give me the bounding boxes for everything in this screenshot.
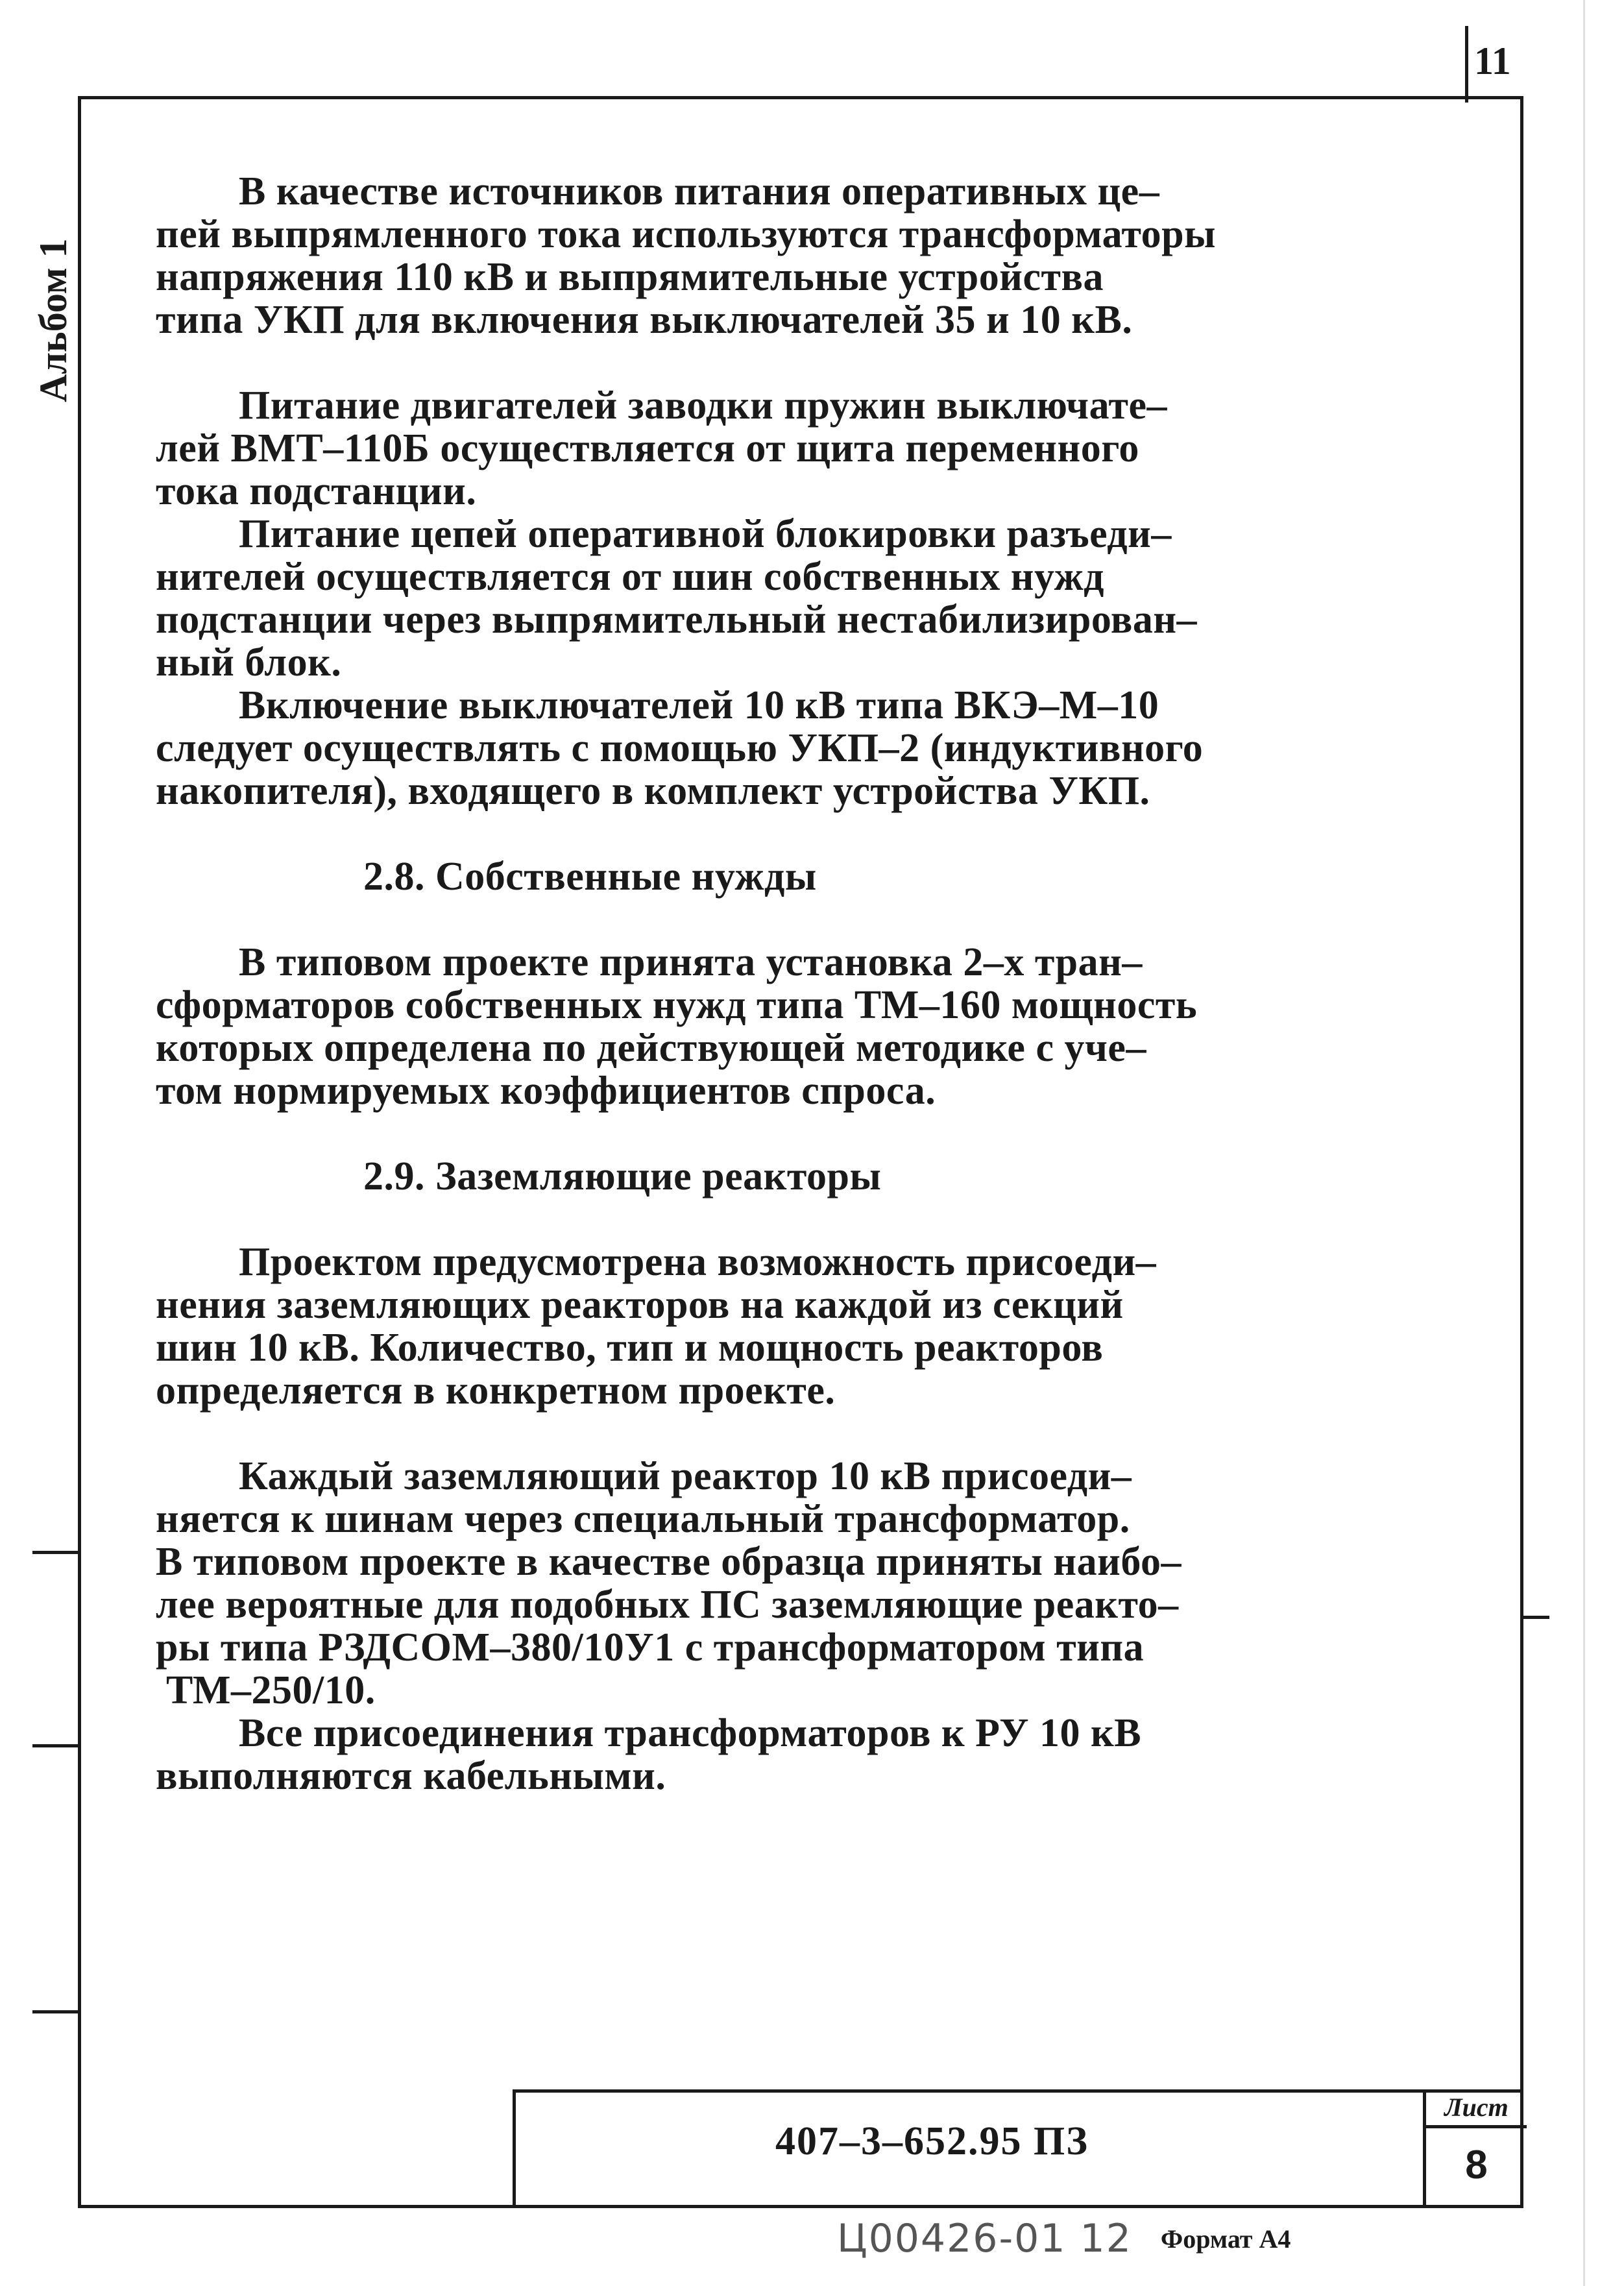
text-line: Включение выключателей 10 кВ типа ВКЭ–М–10	[156, 683, 1159, 727]
text-line: выполняются кабельными.	[156, 1754, 666, 1798]
text-line: няется к шинам через специальный трансформатор.	[156, 1497, 1130, 1541]
text-line: Питание цепей оперативной блокировки разъеди–	[156, 512, 1172, 556]
sheet-box	[1423, 2089, 1527, 2208]
text-line: нения заземляющих реакторов на каждой из секций	[156, 1283, 1124, 1327]
paragraph-grounding-reactors	[156, 1241, 1518, 1412]
paragraph-interlock-power	[156, 513, 1518, 684]
section-heading-2-8: 2.8. Собственные нужды	[156, 855, 817, 899]
text-line: определяется в конкретном проекте.	[156, 1368, 836, 1413]
text-line: подстанции через выпрямительный нестабилизирован–	[156, 598, 1198, 642]
text-line: В качестве источников питания оперативных це–	[156, 169, 1160, 213]
album-side-label: Альбом 1	[32, 238, 75, 402]
text-line: которых определена по действующей методике с уче–	[156, 1026, 1146, 1070]
text-line: ры типа РЗДСОМ–380/10У1 с трансформатором типа	[156, 1625, 1145, 1670]
margin-tick	[32, 2010, 78, 2013]
margin-tick	[1520, 1616, 1549, 1619]
text-line: лей ВМТ–110Б осуществляется от щита переменного	[156, 426, 1139, 470]
text-line: тока подстанции.	[156, 469, 477, 513]
title-block	[513, 2089, 1523, 2208]
text-line: нителей осуществляется от шин собственных нужд	[156, 555, 1105, 599]
paragraph-breaker-switching	[156, 684, 1518, 812]
margin-tick	[32, 1744, 78, 1747]
page-number: 11	[1474, 40, 1511, 82]
text-line: пей выпрямленного тока используются трансформаторы	[156, 212, 1217, 256]
sheet-label: Лист	[1426, 2089, 1527, 2128]
text-line: В типовом проекте принята установка 2–х тран–	[156, 940, 1143, 984]
text-line: накопителя), входящего в комплект устройства УКП.	[156, 769, 1150, 813]
corner-divider	[1465, 26, 1468, 103]
sheet-number: 8	[1465, 2143, 1488, 2187]
text-line: сформаторов собственных нужд типа ТМ–160 мощность	[156, 983, 1198, 1027]
paper-format: Формат А4	[1160, 2224, 1291, 2254]
text-line: шин 10 кВ. Количество, тип и мощность реакторов	[156, 1326, 1104, 1370]
text-line: Питание двигателей заводки пружин выключате–	[156, 383, 1167, 428]
document-code: 407–3–652.95 ПЗ	[775, 2119, 1089, 2163]
document-body	[156, 170, 1518, 1797]
footer	[837, 2216, 1291, 2261]
paragraph-reactor-connection	[156, 1455, 1518, 1712]
text-line: ТМ–250/10.	[156, 1668, 376, 1712]
text-line: ный блок.	[156, 640, 342, 685]
text-line: Проектом предусмотрена возможность присоеди–	[156, 1240, 1157, 1284]
text-line: Все присоединения трансформаторов к РУ 10 кВ	[156, 1711, 1142, 1755]
text-line: лее вероятные для подобных ПС заземляющие реакто–	[156, 1583, 1179, 1627]
paragraph-cable-connections	[156, 1712, 1518, 1797]
margin-tick	[32, 1551, 78, 1554]
paragraph-spring-motors	[156, 384, 1518, 513]
text-line: следует осуществлять с помощью УКП–2 (индуктивного	[156, 726, 1204, 770]
text-line: Каждый заземляющий реактор 10 кВ присоеди–	[156, 1454, 1132, 1498]
text-line: типа УКП для включения выключателей 35 и 10 кВ.	[156, 298, 1133, 342]
text-line: напряжения 110 кВ и выпрямительные устройства	[156, 255, 1104, 299]
text-line: В типовом проекте в качестве образца приняты наибо–	[156, 1540, 1182, 1584]
inventory-number: Ц00426-01 12	[837, 2216, 1132, 2261]
scan-edge	[1583, 0, 1585, 2286]
paragraph-auxiliary-transformers	[156, 941, 1518, 1112]
section-heading-2-9: 2.9. Заземляющие реакторы	[156, 1154, 882, 1198]
paragraph-power-sources	[156, 170, 1518, 341]
text-line: том нормируемых коэффициентов спроса.	[156, 1069, 936, 1113]
